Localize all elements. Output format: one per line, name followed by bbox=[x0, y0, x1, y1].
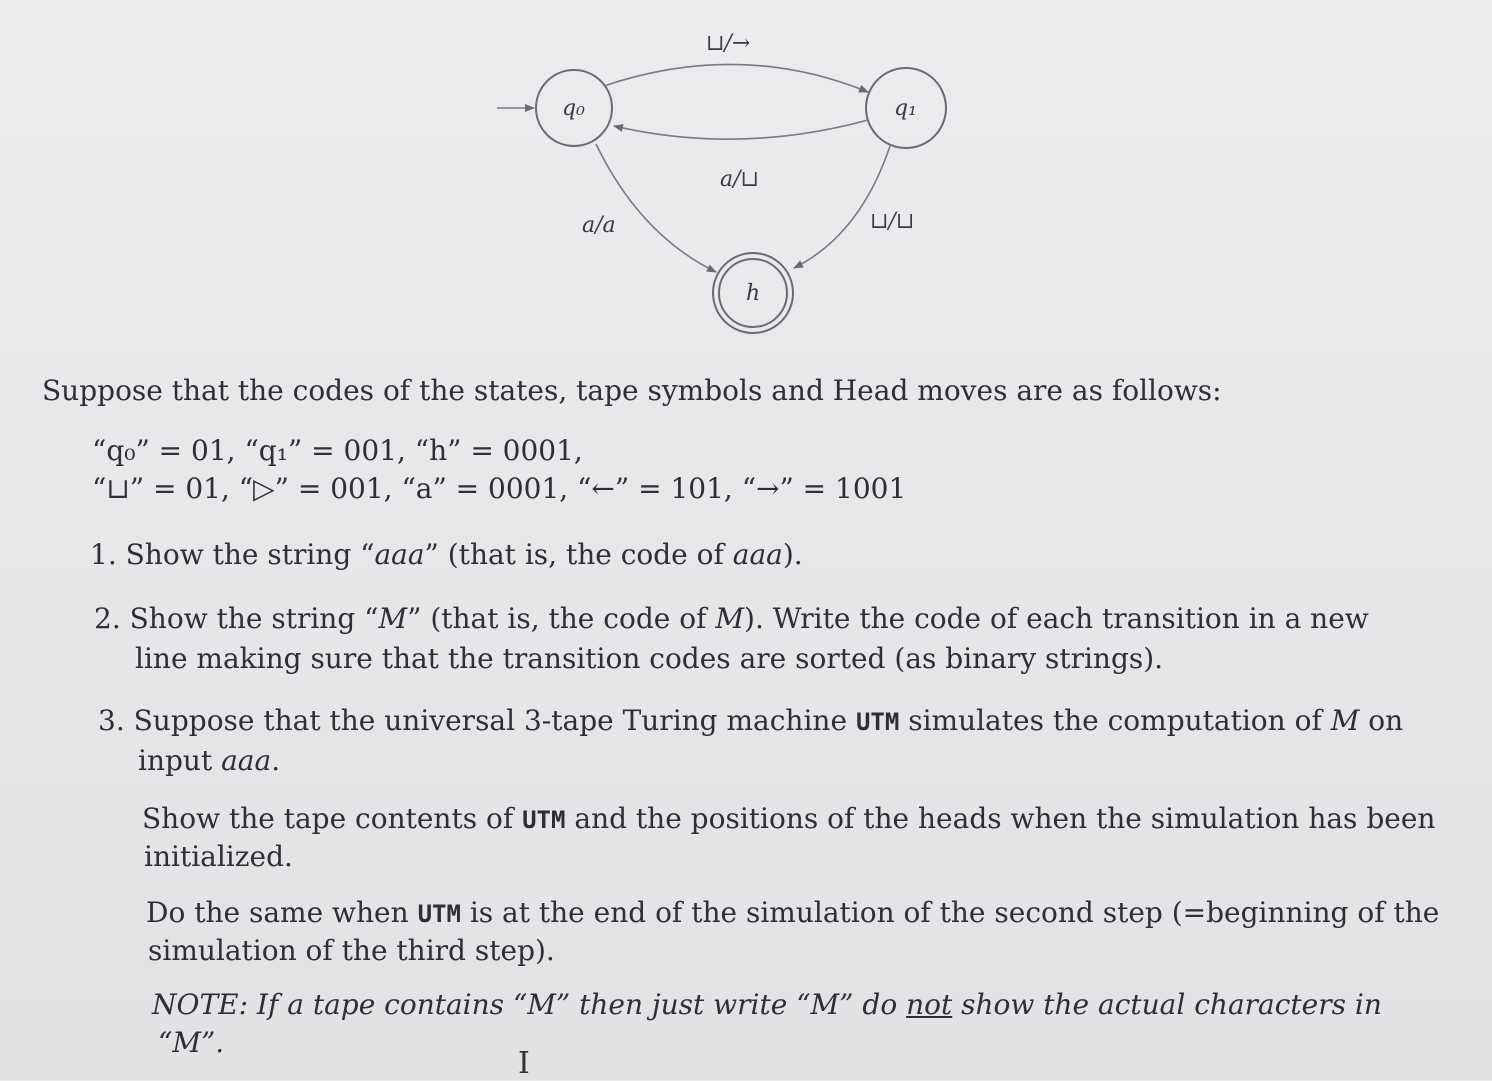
question-3-line-1 bbox=[98, 702, 1403, 741]
question-2-line-2: line making sure that the transition codes are sorted (as binary strings). bbox=[135, 642, 1164, 675]
question-3-para-2-line-1 bbox=[146, 894, 1439, 933]
intro-text: Suppose that the codes of the states, tape symbols and Head moves are as follows: bbox=[42, 374, 1222, 407]
state-q0-label: q₀ bbox=[562, 96, 585, 121]
question-3-utm: UTM bbox=[855, 708, 900, 736]
question-1-text-b: ” (that is, the code of bbox=[424, 538, 733, 571]
question-2-number: 2. bbox=[94, 602, 121, 635]
state-q1-label: q₁ bbox=[894, 96, 917, 121]
para-2-text-b: is at the end of the simulation of the second step (=beginning of the bbox=[460, 896, 1440, 929]
state-h-label: h bbox=[746, 281, 761, 306]
question-3-para-2-line-2: simulation of the third step). bbox=[148, 934, 555, 967]
question-1-text-c: ). bbox=[782, 538, 803, 571]
edge-q0-h-label: a/a bbox=[582, 213, 616, 238]
note-line-1 bbox=[152, 986, 1382, 1024]
question-2-text-a: Show the string “ bbox=[129, 602, 379, 635]
edge-q0-q1 bbox=[604, 64, 868, 92]
note-text-a: NOTE: If a tape contains “M” then just write “M” do bbox=[152, 988, 907, 1021]
note-text-b: show the actual characters in bbox=[952, 988, 1382, 1021]
question-3-line-2 bbox=[138, 742, 280, 780]
question-3-text-b: simulates the computation of bbox=[899, 704, 1331, 737]
para-1-text-b: and the positions of the heads when the simulation has been bbox=[565, 802, 1436, 835]
question-2-text-b: ” (that is, the code of bbox=[407, 602, 716, 635]
question-3-text-c: on bbox=[1359, 704, 1404, 737]
note-underlined: not bbox=[906, 988, 953, 1021]
edge-q1-q0-label: a/⊔ bbox=[720, 167, 759, 192]
question-2-line-1 bbox=[94, 600, 1369, 638]
para-1-text-a: Show the tape contents of bbox=[142, 802, 523, 835]
edge-q1-q0 bbox=[614, 120, 868, 139]
question-3-text-a: Suppose that the universal 3-tape Turing machine bbox=[133, 704, 856, 737]
edge-q0-h bbox=[596, 144, 716, 272]
question-3-m: M bbox=[1330, 704, 1360, 737]
para-1-utm: UTM bbox=[522, 806, 566, 834]
question-1-aaa: aaa bbox=[374, 538, 425, 571]
symbol-codes: “⊔” = 01, “▷” = 001, “a” = 0001, “←” = 101, “→” = 1001 bbox=[92, 472, 907, 505]
question-2-text-c: ). Write the code of each transition in a new bbox=[744, 602, 1369, 635]
edge-q1-h bbox=[794, 146, 890, 268]
edge-q0-q1-label: ⊔/→ bbox=[706, 31, 751, 56]
state-codes: “q₀” = 01, “q₁” = 001, “h” = 0001, bbox=[92, 434, 583, 467]
state-diagram bbox=[0, 0, 1492, 360]
text-cursor-icon: I bbox=[518, 1046, 530, 1081]
para-2-utm: UTM bbox=[417, 900, 461, 928]
para-2-text-a: Do the same when bbox=[146, 896, 418, 929]
question-2-m: M bbox=[378, 602, 408, 635]
edge-q1-h-label: ⊔/⊔ bbox=[870, 209, 915, 234]
question-3-period: . bbox=[271, 744, 281, 777]
question-3-aaa: aaa bbox=[221, 744, 272, 777]
question-1 bbox=[90, 536, 803, 574]
question-3-number: 3. bbox=[98, 704, 125, 737]
question-3-para-1-line-1 bbox=[142, 800, 1435, 839]
note-line-2: “M”. bbox=[158, 1026, 225, 1059]
question-3-input: input bbox=[138, 744, 222, 777]
question-1-text-a: Show the string “ bbox=[125, 538, 375, 571]
question-2-m-2: M bbox=[715, 602, 745, 635]
question-3-para-1-line-2: initialized. bbox=[144, 840, 293, 873]
question-1-number: 1. bbox=[90, 538, 117, 571]
question-1-aaa-2: aaa bbox=[732, 538, 783, 571]
